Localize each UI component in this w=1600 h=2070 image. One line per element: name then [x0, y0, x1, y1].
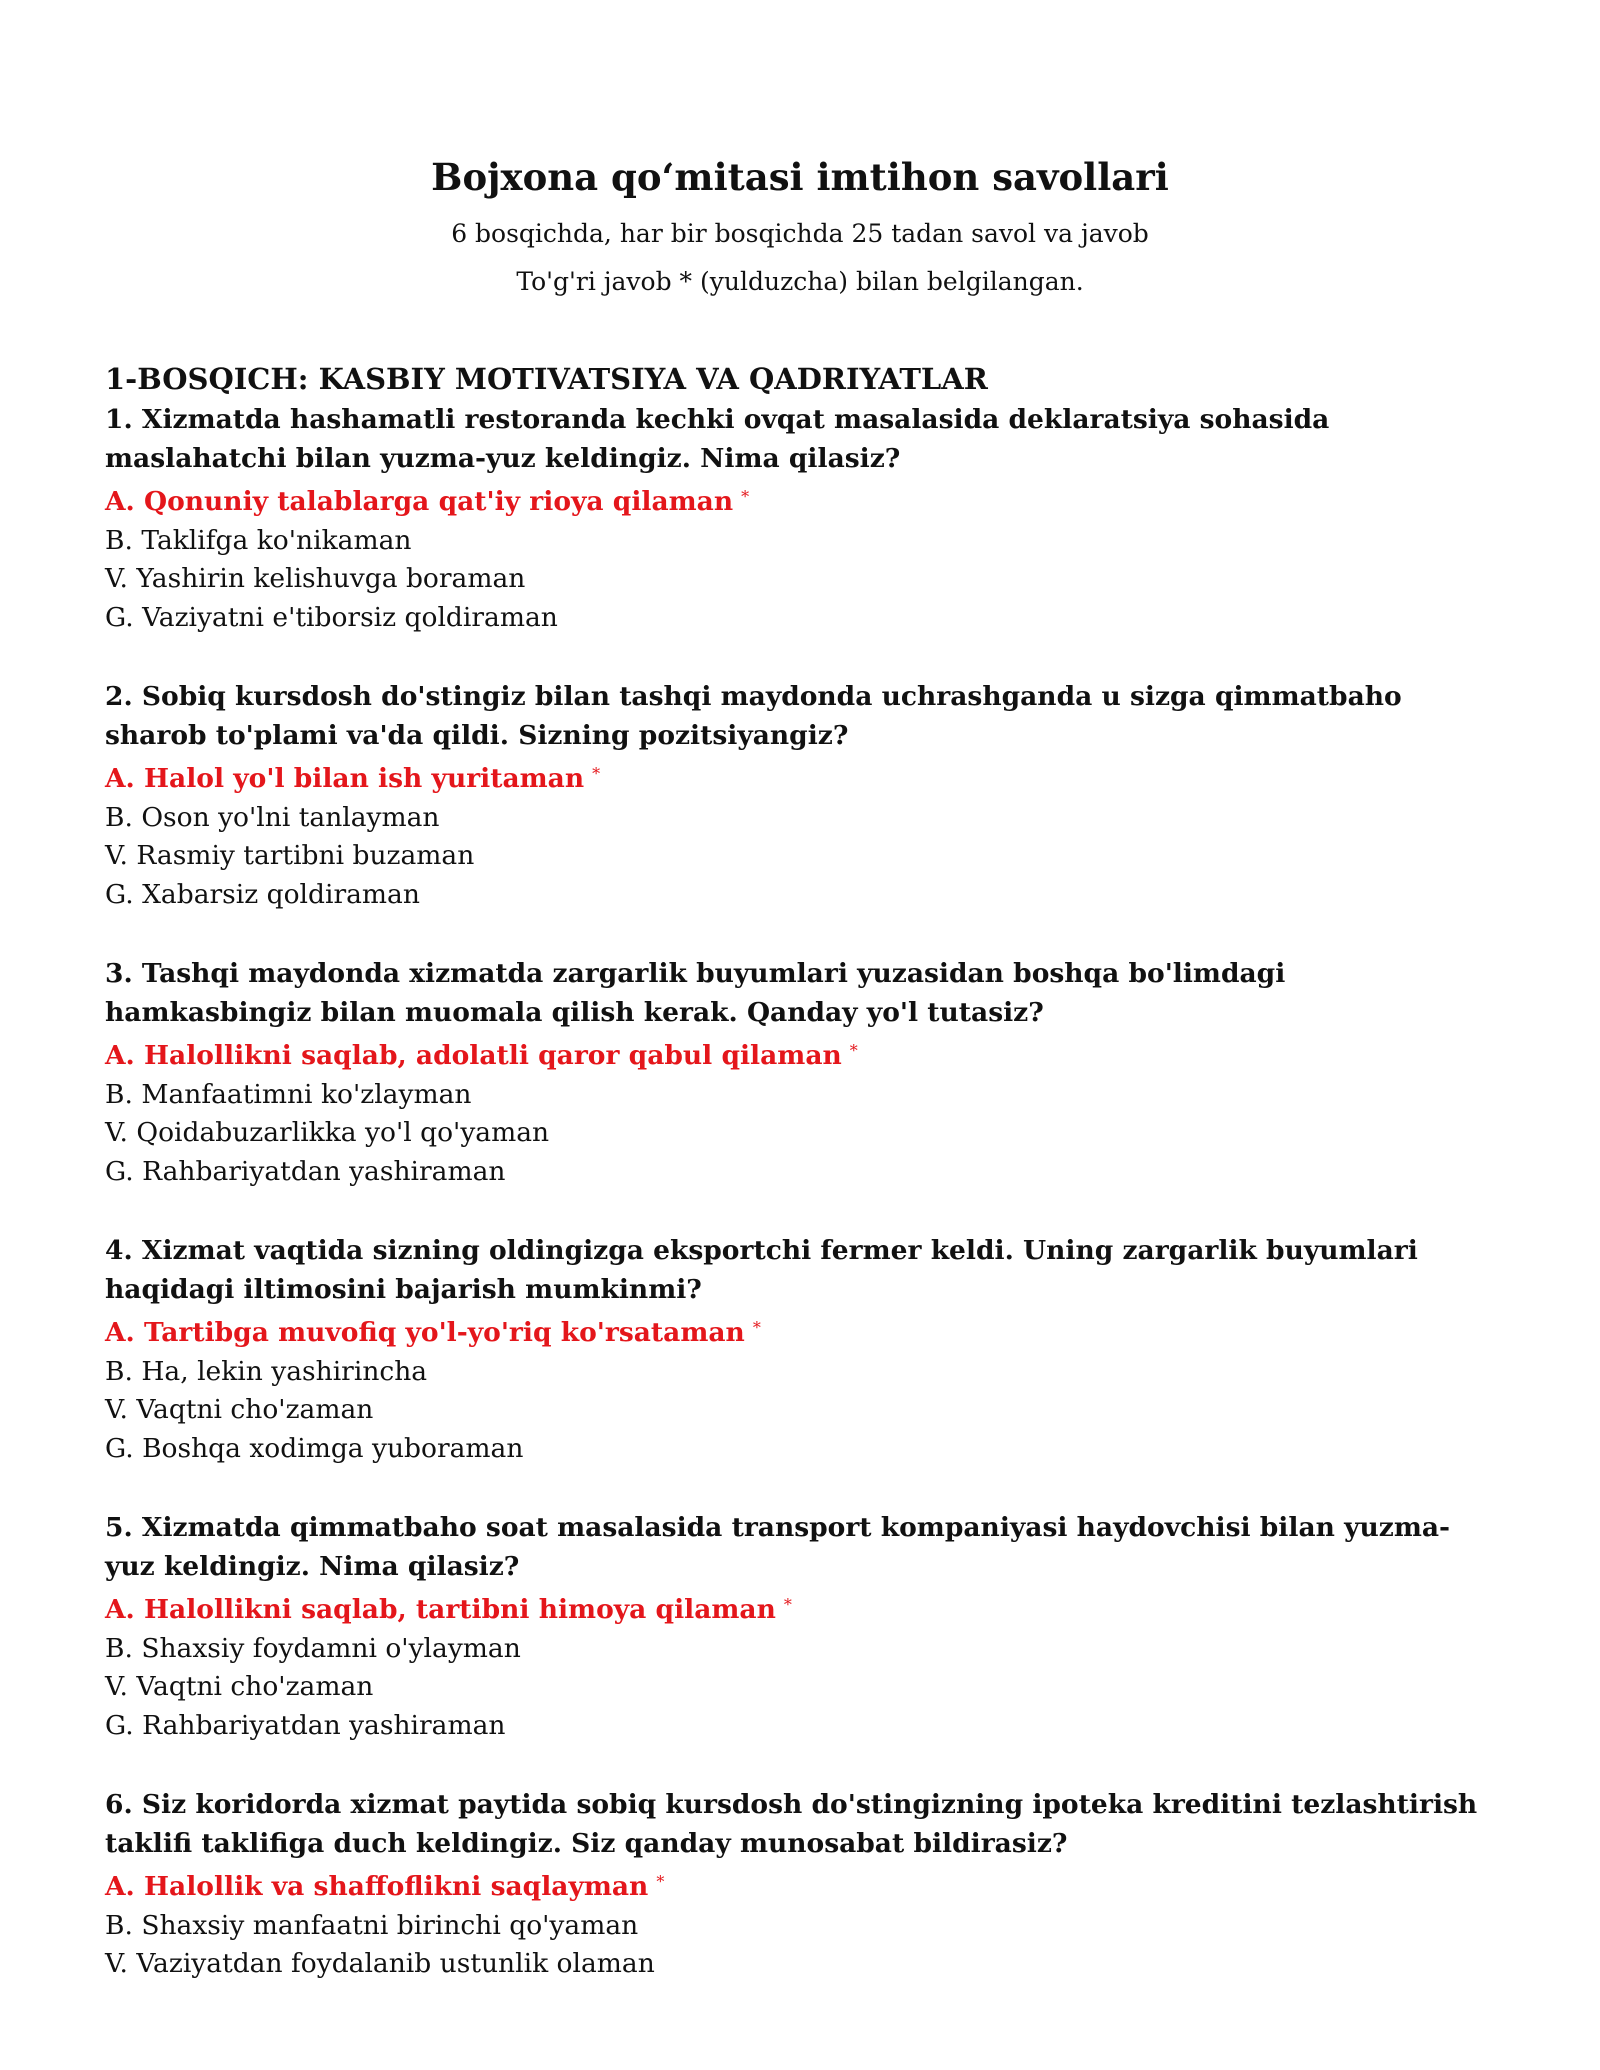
- answer-option: B. Manfaatimni ko'zlayman: [105, 1078, 472, 1110]
- question-text: 5. Xizmatda qimmatbaho soat masalasida transport kompaniyasi haydovchisi bilan yuzma-yuz keldingiz. Nima qilasiz?: [105, 1512, 1451, 1582]
- correct-answer-text: A. Tartibga muvofiq yo'l-yo'riq ko'rsataman: [105, 1317, 745, 1348]
- correct-answer: [105, 755, 1495, 799]
- document-title: Bojxona qo‘mitasi imtihon savollari: [431, 155, 1169, 199]
- correct-answer: [105, 1586, 1495, 1630]
- correct-answer: [105, 1032, 1495, 1076]
- correct-answer-text: A. Halollikni saqlab, adolatli qaror qabul qilaman: [105, 1040, 842, 1071]
- question-item: [105, 677, 1495, 914]
- correct-answer: [105, 1863, 1495, 1907]
- correct-mark-asterisk: *: [656, 1872, 665, 1891]
- correct-answer-text: A. Halol yo'l bilan ish yuritaman: [105, 763, 585, 794]
- correct-mark-asterisk: *: [783, 1595, 792, 1614]
- correct-answer-text: A. Halollik va shaffoflikni saqlayman: [105, 1871, 649, 1902]
- correct-answer: [105, 478, 1495, 522]
- answer-option: V. Rasmiy tartibni buzaman: [105, 840, 475, 871]
- question-list: [105, 400, 1495, 1984]
- answer-option: B. Oson yo'lni tanlayman: [105, 801, 440, 833]
- correct-mark-asterisk: *: [752, 1318, 761, 1337]
- question-text: 1. Xizmatda hashamatli restoranda kechki ovqat masalasida deklaratsiya sohasida maslahatchi bilan yuzma-yuz keldingiz. Nima qilasiz?: [105, 404, 1330, 474]
- document-subtitle: 6 bosqichda, har bir bosqichda 25 tadan savol va javob: [451, 219, 1149, 248]
- answer-option: G. Rahbariyatdan yashiraman: [105, 1709, 506, 1741]
- correct-mark-asterisk: *: [741, 487, 750, 506]
- answer-option: B. Taklifga ko'nikaman: [105, 524, 412, 556]
- correct-mark-asterisk: *: [849, 1041, 858, 1060]
- answer-option: G. Vaziyatni e'tiborsiz qoldiraman: [105, 601, 558, 633]
- correct-answer: [105, 1309, 1495, 1353]
- correct-mark-asterisk: *: [592, 764, 601, 783]
- answer-option: V. Vaqtni cho'zaman: [105, 1394, 374, 1425]
- question-text: 3. Tashqi maydonda xizmatda zargarlik buyumlari yuzasidan boshqa bo'limdagi hamkasbingiz bilan muomala qilish kerak. Qanday yo'l tutasiz?: [105, 958, 1286, 1028]
- answer-option: B. Shaxsiy foydamni o'ylayman: [105, 1632, 521, 1664]
- question-item: [105, 1508, 1495, 1745]
- answer-option: B. Ha, lekin yashirincha: [105, 1355, 428, 1387]
- question-item: [105, 400, 1495, 637]
- question-item: [105, 954, 1495, 1191]
- answer-key-note: To'g'ri javob * (yulduzcha) bilan belgilangan.: [516, 267, 1084, 296]
- answer-option: G. Xabarsiz qoldiraman: [105, 878, 420, 910]
- answer-option: V. Qoidabuzarlikka yo'l qo'yaman: [105, 1117, 550, 1148]
- answer-option: V. Yashirin kelishuvga boraman: [105, 563, 526, 594]
- section-heading: 1-BOSQICH: KASBIY MOTIVATSIYA VA QADRIYATLAR: [105, 362, 988, 396]
- answer-option: V. Vaziyatdan foydalanib ustunlik olaman: [105, 1948, 655, 1979]
- correct-answer-text: A. Halollikni saqlab, tartibni himoya qilaman: [105, 1594, 776, 1625]
- question-text: 6. Siz koridorda xizmat paytida sobiq kursdosh do'stingizning ipoteka kreditini tezlashtirish taklifi taklifiga duch keldingiz. Siz qanday munosabat bildirasiz?: [105, 1789, 1478, 1859]
- question-text: 2. Sobiq kursdosh do'stingiz bilan tashqi maydonda uchrashganda u sizga qimmatbaho sharob to'plami va'da qildi. Sizning pozitsiyangiz?: [105, 681, 1402, 751]
- answer-option: B. Shaxsiy manfaatni birinchi qo'yaman: [105, 1909, 639, 1941]
- answer-option: G. Boshqa xodimga yuboraman: [105, 1432, 524, 1464]
- question-text: 4. Xizmat vaqtida sizning oldingizga eksportchi fermer keldi. Uning zargarlik buyumlari haqidagi iltimosini bajarish mumkinmi?: [105, 1235, 1418, 1305]
- question-item: [105, 1231, 1495, 1468]
- correct-answer-text: A. Qonuniy talablarga qat'iy rioya qilaman: [105, 486, 734, 517]
- answer-option: G. Rahbariyatdan yashiraman: [105, 1155, 506, 1187]
- answer-option: V. Vaqtni cho'zaman: [105, 1671, 374, 1702]
- question-item: [105, 1785, 1495, 1984]
